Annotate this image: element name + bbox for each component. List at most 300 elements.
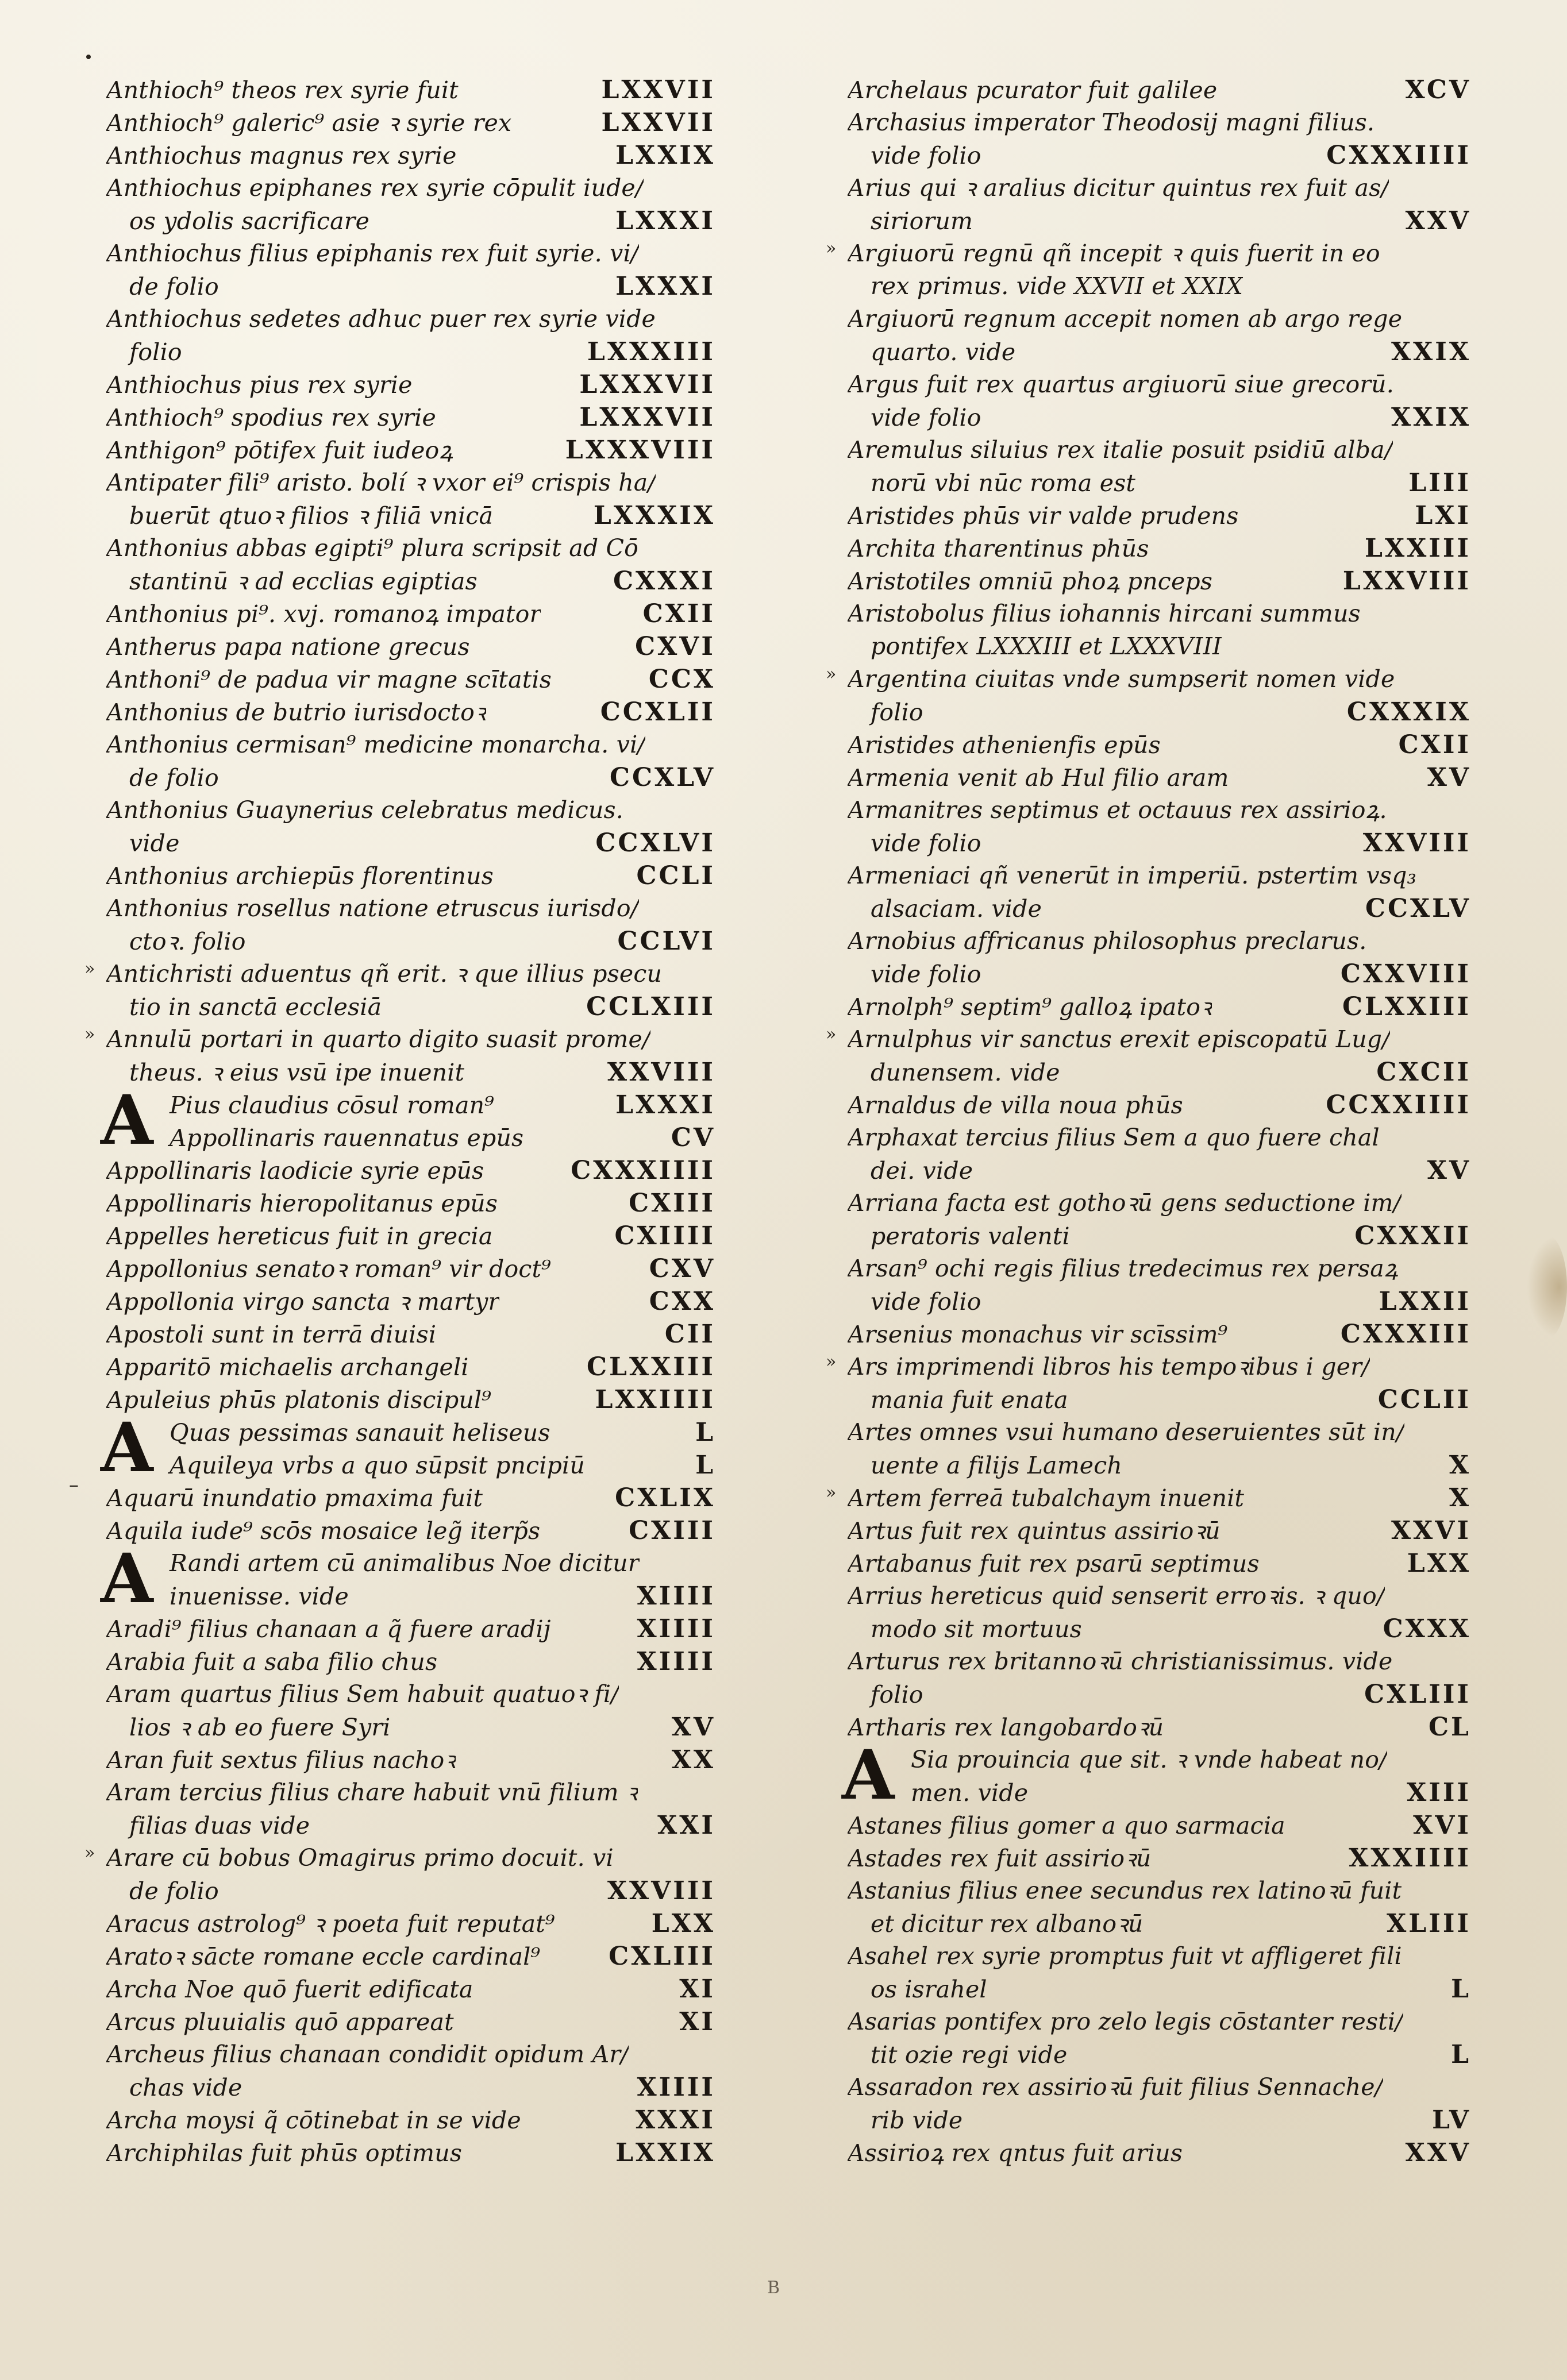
entry-line xyxy=(848,1416,1471,1449)
entry-text: Arriana facta est gothoꝛū gens seductione im/ xyxy=(848,1189,1402,1217)
entry-continuation-line xyxy=(848,1383,1471,1416)
entry-text: Aremulus siluius rex italie posuit psidiū alba/ xyxy=(848,436,1393,464)
folio-number: CCX xyxy=(648,665,715,694)
entry-text: tit ozie regi vide xyxy=(871,2041,1068,2069)
entry-text: Aran fuit sextus filius nachoꝛ xyxy=(106,1746,456,1774)
entry-continuation-line xyxy=(848,892,1471,925)
index-entry xyxy=(106,368,715,401)
folio-number: CXCII xyxy=(1376,1058,1471,1087)
folio-number: XIIII xyxy=(637,1614,715,1644)
folio-number: CCLXIII xyxy=(586,992,715,1021)
entry-continuation-line xyxy=(106,1449,715,1482)
folio-number: XXV xyxy=(1405,206,1471,236)
entry-text: vide folio xyxy=(871,404,981,431)
entry-text: Aradi⁹ filius chanaan a q̃ fuere aradij xyxy=(106,1615,551,1643)
margin-marker: » xyxy=(826,238,837,259)
folio-number: LXXIX xyxy=(615,141,715,170)
entry-text: modo sit mortuus xyxy=(871,1615,1082,1643)
index-entry xyxy=(848,2136,1471,2169)
entry-text: vide folio xyxy=(871,961,981,988)
entry-continuation-line xyxy=(848,1907,1471,1940)
entry-text: Archa Noe quō fuerit edificata xyxy=(106,1976,473,2003)
entry-text: Astades rex fuit assirioꝛū xyxy=(848,1845,1152,1872)
folio-number: CLXXIII xyxy=(1342,992,1471,1021)
index-entry xyxy=(101,1407,715,1487)
entry-text: Aquarū inundatio pmaxima fuit xyxy=(106,1484,483,1512)
index-entry xyxy=(106,663,715,696)
entry-text: Anthioch⁹ spodius rex syrie xyxy=(106,404,436,431)
entry-text: Appelles hereticus fuit in grecia xyxy=(106,1222,493,1250)
entry-line xyxy=(106,1252,715,1285)
entry-text: Anthiochus epiphanes rex syrie cōpulit iude/ xyxy=(106,174,644,202)
folio-number: XI xyxy=(679,2007,715,2036)
entry-line xyxy=(106,663,715,696)
margin-marker: » xyxy=(84,959,95,979)
entry-line xyxy=(106,303,715,335)
folio-number: CXII xyxy=(1398,730,1471,759)
entry-text: Asahel rex syrie promptus fuit vt affligeret fili xyxy=(848,1942,1402,1970)
entry-text: Arphaxat tercius filius Sem a quo fuere chal xyxy=(848,1124,1380,1151)
entry-line xyxy=(106,1285,715,1318)
entry-text: Aquila iude⁹ scōs mosaice leg̃ iterp̃s xyxy=(106,1517,541,1545)
entry-line xyxy=(848,303,1471,335)
entry-text: Appollinaris rauennatus epūs xyxy=(170,1124,524,1152)
index-entry xyxy=(848,1711,1471,1743)
entry-line xyxy=(106,892,715,925)
entry-line xyxy=(848,106,1471,139)
entry-line xyxy=(848,74,1471,106)
entry-line xyxy=(848,434,1471,466)
folio-number: LXI xyxy=(1415,501,1471,530)
index-entry xyxy=(106,2104,715,2136)
entry-text: folio xyxy=(871,1681,923,1708)
entry-text: norū vbi nūc roma est xyxy=(871,469,1136,497)
index-entry xyxy=(106,303,715,368)
folio-number: LXXXI xyxy=(615,206,715,236)
entry-line xyxy=(848,1547,1471,1580)
entry-text: Randi artem cū animalibus Noe dicitur xyxy=(170,1549,640,1577)
index-entry xyxy=(106,1514,715,1547)
entry-line xyxy=(848,565,1471,597)
index-entry xyxy=(106,1743,715,1776)
index-entry xyxy=(106,1154,715,1187)
index-entry xyxy=(106,532,715,597)
entry-continuation-line xyxy=(848,1449,1471,1482)
entry-line xyxy=(848,2071,1471,2104)
index-entry xyxy=(106,1220,715,1252)
folio-number: L xyxy=(695,1418,715,1447)
folio-number: CXII xyxy=(642,599,715,628)
folio-number: CXX xyxy=(649,1287,715,1316)
entry-text: inuenisse. vide xyxy=(170,1583,349,1610)
entry-text: Archeus filius chanaan condidit opidum Ar/ xyxy=(106,2040,629,2068)
entry-text: de folio xyxy=(129,273,219,300)
entry-text: Annulū portari in quarto digito suasit prome/ xyxy=(106,1025,650,1053)
entry-text: os israhel xyxy=(871,1976,987,2003)
entry-continuation-line xyxy=(848,630,1471,663)
entry-text: siriorum xyxy=(871,207,973,235)
index-entry xyxy=(826,663,1471,728)
entry-text: Aratoꝛ sācte romane eccle cardinal⁹ xyxy=(106,1943,541,1970)
index-entry xyxy=(106,401,715,434)
entry-continuation-line xyxy=(848,205,1471,237)
folio-number: XXI xyxy=(657,1811,715,1840)
entry-text: Artem ferreā tubalchaym inuenit xyxy=(848,1484,1245,1512)
entry-text: ctoꝛ. folio xyxy=(129,928,246,955)
folio-number: LXX xyxy=(1407,1549,1471,1578)
index-entry xyxy=(106,1973,715,2005)
entry-continuation-line xyxy=(106,1056,715,1089)
folio-number: LXXIX xyxy=(615,2138,715,2167)
index-entry xyxy=(826,1023,1471,1089)
index-entry xyxy=(106,597,715,630)
entry-line xyxy=(106,2038,715,2071)
folio-number: XV xyxy=(671,1712,715,1742)
entry-text: Aristides phūs vir valde prudens xyxy=(848,502,1239,530)
entry-continuation-line xyxy=(848,2038,1471,2071)
entry-continuation-line xyxy=(106,1874,715,1907)
entry-line xyxy=(848,2136,1471,2169)
index-entry xyxy=(848,728,1471,761)
entry-line xyxy=(848,1121,1471,1154)
signature-mark: B xyxy=(767,2278,780,2298)
entry-line xyxy=(106,1645,715,1678)
entry-line xyxy=(848,172,1471,205)
entry-text: peratoris valenti xyxy=(871,1222,1070,1250)
entry-text: Arsenius monachus vir scīssim⁹ xyxy=(848,1321,1228,1348)
index-entry xyxy=(106,434,715,466)
entry-line xyxy=(848,1514,1471,1547)
entry-text: Armanitres septimus et octauus rex assirioꝝ. xyxy=(848,796,1387,824)
entry-text: Asarias pontifex pro zelo legis cōstanter resti/ xyxy=(848,2008,1404,2035)
margin-marker: » xyxy=(84,1843,95,1863)
entry-text: Arsan⁹ ochi regis filius tredecimus rex persaꝝ xyxy=(848,1255,1398,1282)
entry-line xyxy=(106,1023,715,1056)
entry-line xyxy=(106,859,715,892)
entry-line xyxy=(848,1187,1471,1220)
entry-line xyxy=(848,2005,1471,2038)
entry-line xyxy=(106,1416,715,1449)
entry-line xyxy=(848,368,1471,401)
entry-line xyxy=(848,761,1471,794)
entry-text: Argentina ciuitas vnde sumpserit nomen vide xyxy=(848,665,1395,693)
page-stain xyxy=(1527,1235,1567,1338)
entry-continuation-line xyxy=(106,2071,715,2104)
folio-number: XIIII xyxy=(637,2073,715,2102)
index-entry xyxy=(106,1940,715,1973)
folio-number: XXIX xyxy=(1391,403,1471,432)
folio-number: CLXXIII xyxy=(587,1352,715,1382)
folio-number: LV xyxy=(1432,2105,1471,2135)
folio-number: XXVIII xyxy=(607,1876,715,1905)
entry-line xyxy=(106,2136,715,2169)
entry-line xyxy=(106,1482,715,1514)
entry-text: Arrius hereticus quid senserit erroꝛis. ꝛ quo/ xyxy=(848,1582,1385,1610)
folio-number: CCXLVI xyxy=(595,828,715,858)
index-entry xyxy=(826,1482,1471,1514)
index-entry xyxy=(106,1351,715,1383)
folio-number: XXVIII xyxy=(607,1058,715,1087)
index-entry xyxy=(848,434,1471,499)
folio-number: XXV xyxy=(1405,2138,1471,2167)
entry-text: Arturus rex britannoꝛū christianissimus. vide xyxy=(848,1648,1393,1675)
entry-text: dunensem. vide xyxy=(871,1059,1060,1086)
entry-line xyxy=(106,74,715,106)
folio-number: XVI xyxy=(1413,1811,1471,1840)
index-entry xyxy=(848,1089,1471,1121)
entry-line xyxy=(848,1023,1471,1056)
entry-continuation-line xyxy=(848,335,1471,368)
entry-text: Arnolph⁹ septim⁹ galloꝝ ipatoꝛ xyxy=(848,993,1212,1021)
index-entry xyxy=(848,565,1471,597)
entry-line xyxy=(848,597,1471,630)
entry-line xyxy=(848,1940,1471,1973)
folio-number: CCLVI xyxy=(617,927,715,956)
folio-number: XLIII xyxy=(1387,1909,1471,1938)
folio-number: XIII xyxy=(1407,1778,1471,1807)
index-entry xyxy=(848,1580,1471,1645)
decorated-initial: A xyxy=(101,1538,153,1618)
entry-text: Quas pessimas sanauit heliseus xyxy=(170,1419,550,1446)
entry-text: rib vide xyxy=(871,2107,963,2134)
entry-text: Astanius filius enee secundus rex latinoꝛū fuit xyxy=(848,1877,1402,1904)
entry-continuation-line xyxy=(106,270,715,303)
entry-text: Argiuorū regnū qñ incepit ꝛ quis fuerit in eo xyxy=(848,240,1380,267)
entry-text: uente a filijs Lamech xyxy=(871,1452,1123,1479)
entry-line xyxy=(848,1482,1471,1514)
index-entry xyxy=(106,2005,715,2038)
entry-text: Archelaus pcurator fuit galilee xyxy=(848,76,1218,104)
entry-continuation-line xyxy=(848,466,1471,499)
index-entry xyxy=(848,794,1471,859)
entry-text: Aram tercius filius chare habuit vnū filium ꝛ xyxy=(106,1779,638,1806)
folio-number: CCXLV xyxy=(609,763,715,792)
entry-continuation-line xyxy=(106,827,715,859)
entry-text: Assaradon rex assirioꝛū fuit filius Sennache/ xyxy=(848,2073,1383,2101)
entry-text: lios ꝛ ab eo fuere Syri xyxy=(129,1714,391,1741)
index-entry xyxy=(848,1645,1471,1711)
entry-text: Apostoli sunt in terrā diuisi xyxy=(106,1321,437,1348)
index-entry xyxy=(848,368,1471,434)
entry-line xyxy=(106,794,715,827)
folio-number: LXXXI xyxy=(615,272,715,301)
entry-line xyxy=(848,1842,1471,1874)
folio-number: CXXVIII xyxy=(1340,959,1471,989)
folio-number: CCXLII xyxy=(600,697,715,727)
entry-text: Anthonius archiepūs florentinus xyxy=(106,862,494,890)
index-entry xyxy=(848,1416,1471,1482)
entry-line xyxy=(106,630,715,663)
margin-marker: » xyxy=(826,1483,837,1503)
folio-number: CXIII xyxy=(629,1189,715,1218)
entry-text: Anthiochus filius epiphanis rex fuit syrie. vi/ xyxy=(106,240,639,267)
folio-number: XXIX xyxy=(1391,337,1471,367)
entry-text: Appollinaris hieropolitanus epūs xyxy=(106,1190,498,1217)
entry-text: Artabanus fuit rex psarū septimus xyxy=(848,1550,1260,1577)
index-entry xyxy=(106,859,715,892)
entry-line xyxy=(848,859,1471,892)
entry-text: Anthonius de butrio iurisdoctoꝛ xyxy=(106,699,486,726)
folio-number: CXXXIIII xyxy=(1326,141,1471,170)
entry-text: Armeniaci qñ venerūt in imperiū. pstertim vsq₃ xyxy=(848,862,1417,889)
entry-text: Argus fuit rex quartus argiuorū siue grecorū. xyxy=(848,371,1394,398)
entry-line xyxy=(848,1645,1471,1678)
entry-continuation-line xyxy=(848,1220,1471,1252)
folio-number: LXX xyxy=(651,1909,715,1938)
entry-text: Appollonius senatoꝛ roman⁹ vir doct⁹ xyxy=(106,1255,551,1283)
folio-number: CII xyxy=(664,1320,715,1349)
folio-number: CXLIII xyxy=(609,1942,715,1971)
folio-number: CL xyxy=(1429,1712,1471,1742)
entry-continuation-line xyxy=(848,827,1471,859)
entry-text: pontifex LXXXIII et LXXXVIII xyxy=(871,632,1222,660)
index-entry xyxy=(106,696,715,728)
entry-text: Assirioꝝ rex qntus fuit arius xyxy=(848,2139,1183,2167)
folio-number: CXXXII xyxy=(1354,1221,1471,1251)
index-entry xyxy=(848,532,1471,565)
index-entry xyxy=(848,499,1471,532)
index-entry xyxy=(848,859,1471,925)
entry-text: Appollonia virgo sancta ꝛ martyr xyxy=(106,1288,500,1316)
entry-text: stantinū ꝛ ad ecclias egiptias xyxy=(129,568,478,595)
entry-text: Appollinaris laodicie syrie epūs xyxy=(106,1157,484,1185)
entry-line xyxy=(848,1318,1471,1351)
folio-number: LXXII xyxy=(1379,1287,1471,1316)
entry-text: Aram quartus filius Sem habuit quatuoꝛ fi/ xyxy=(106,1680,619,1708)
index-entry xyxy=(106,1318,715,1351)
entry-continuation-line xyxy=(848,1056,1471,1089)
index-entry xyxy=(848,1121,1471,1187)
entry-text: Archita tharentinus phūs xyxy=(848,535,1149,562)
entry-line xyxy=(848,925,1471,958)
folio-number: CCXXIIII xyxy=(1326,1090,1471,1120)
entry-text: Aracus astrolog⁹ ꝛ poeta fuit reputat⁹ xyxy=(106,1910,555,1938)
folio-number: XV xyxy=(1427,1156,1471,1185)
index-entry xyxy=(106,1252,715,1285)
folio-number: CXIIII xyxy=(614,1221,715,1251)
index-entry xyxy=(106,1613,715,1645)
folio-number: LXXXIII xyxy=(587,337,715,367)
entry-continuation-line xyxy=(848,958,1471,990)
entry-text: Anthonius rosellus natione etruscus iurisdo/ xyxy=(106,894,639,922)
entry-continuation-line xyxy=(848,1285,1471,1318)
folio-number: CXIII xyxy=(629,1516,715,1545)
index-entry xyxy=(106,1678,715,1743)
index-entry xyxy=(106,2038,715,2104)
entry-text: vide folio xyxy=(871,830,981,857)
entry-text: vide xyxy=(129,830,180,857)
entry-text: Anthonius Guaynerius celebratus medicus. xyxy=(106,796,623,824)
entry-text: Anthiochus pius rex syrie xyxy=(106,371,413,399)
entry-continuation-line xyxy=(106,499,715,532)
entry-line xyxy=(106,1187,715,1220)
entry-continuation-line xyxy=(848,696,1471,728)
folio-number: XV xyxy=(1427,763,1471,792)
folio-number: LXXXIX xyxy=(593,501,715,530)
entry-text: Anthonius pi⁹. xvj. romanoꝝ impator xyxy=(106,600,541,628)
entry-text: de folio xyxy=(129,1877,219,1905)
entry-line xyxy=(106,368,715,401)
entry-text: Sia prouincia que sit. ꝛ vnde habeat no/ xyxy=(911,1746,1388,1773)
entry-continuation-line xyxy=(106,1711,715,1743)
decorated-initial: A xyxy=(101,1407,153,1487)
entry-text: Arnaldus de villa noua phūs xyxy=(848,1091,1183,1119)
index-entry xyxy=(848,172,1471,237)
folio-number: XXVIII xyxy=(1362,828,1471,858)
entry-continuation-line xyxy=(848,1973,1471,2005)
folio-number: XCV xyxy=(1405,75,1471,105)
entry-line xyxy=(106,1940,715,1973)
folio-number: LXXXVIII xyxy=(565,435,715,465)
entry-continuation-line xyxy=(106,205,715,237)
entry-text: Apuleius phūs platonis discipul⁹ xyxy=(106,1386,491,1414)
folio-number: L xyxy=(695,1451,715,1480)
index-entry xyxy=(848,1809,1471,1842)
folio-number: CXLIX xyxy=(615,1483,715,1513)
entry-text: Astanes filius gomer a quo sarmacia xyxy=(848,1812,1285,1839)
entry-line xyxy=(106,237,715,270)
entry-continuation-line xyxy=(848,1678,1471,1711)
folio-number: CXXX xyxy=(1383,1614,1471,1644)
entry-line xyxy=(106,2104,715,2136)
entry-text: de folio xyxy=(129,764,219,792)
entry-text: Argiuorū regnum accepit nomen ab argo rege xyxy=(848,305,1403,333)
entry-text: Aristobolus filius iohannis hircani summus xyxy=(848,600,1361,627)
entry-line xyxy=(848,1580,1471,1613)
folio-number: LXXVIII xyxy=(1342,566,1471,596)
entry-line xyxy=(106,1351,715,1383)
index-entry xyxy=(848,1187,1471,1252)
folio-number: LXXIII xyxy=(1365,534,1471,563)
entry-text: theus. ꝛ eius vsū ipe inuenit xyxy=(129,1059,465,1086)
folio-number: LXXXI xyxy=(615,1090,715,1120)
entry-text: Anthigon⁹ pōtifex fuit iudeoꝝ xyxy=(106,437,453,464)
index-entry xyxy=(848,1252,1471,1318)
folio-number: CXXXIII xyxy=(1340,1320,1471,1349)
entry-continuation-line xyxy=(106,565,715,597)
entry-continuation-line xyxy=(106,925,715,958)
right-index-column xyxy=(826,74,1471,2188)
index-entry xyxy=(106,1645,715,1678)
folio-number: L xyxy=(1451,2040,1471,2069)
folio-number: LXXXVII xyxy=(579,403,715,432)
entry-text: Anthoni⁹ de padua vir magne scītatis xyxy=(106,666,552,693)
entry-text: Antherus papa natione grecus xyxy=(106,633,470,661)
folio-number: LIII xyxy=(1408,468,1471,497)
folio-number: CCXLV xyxy=(1365,894,1471,923)
index-entry xyxy=(826,237,1471,303)
entry-text: chas vide xyxy=(129,2074,242,2101)
index-entry xyxy=(848,2005,1471,2071)
entry-text: os ydolis sacrificare xyxy=(129,207,370,235)
entry-text: Armenia venit ab Hul filio aram xyxy=(848,764,1229,792)
entry-continuation-line xyxy=(848,270,1471,303)
entry-line xyxy=(106,1907,715,1940)
index-entry xyxy=(106,1776,715,1842)
index-entry xyxy=(848,74,1471,106)
margin-dash: – xyxy=(69,1473,79,1496)
entry-continuation-line xyxy=(848,401,1471,434)
folio-number: CV xyxy=(671,1123,715,1152)
entry-text: folio xyxy=(871,699,923,726)
entry-line xyxy=(106,106,715,139)
entry-text: et dicitur rex albanoꝛū xyxy=(871,1910,1144,1938)
entry-text: Archasius imperator Theodosij magni filius. xyxy=(848,109,1375,136)
margin-marker: » xyxy=(826,664,837,684)
folio-number: CXXXIIII xyxy=(571,1156,715,1185)
index-entry xyxy=(106,1482,715,1514)
folio-number: XXXIIII xyxy=(1349,1843,1471,1873)
